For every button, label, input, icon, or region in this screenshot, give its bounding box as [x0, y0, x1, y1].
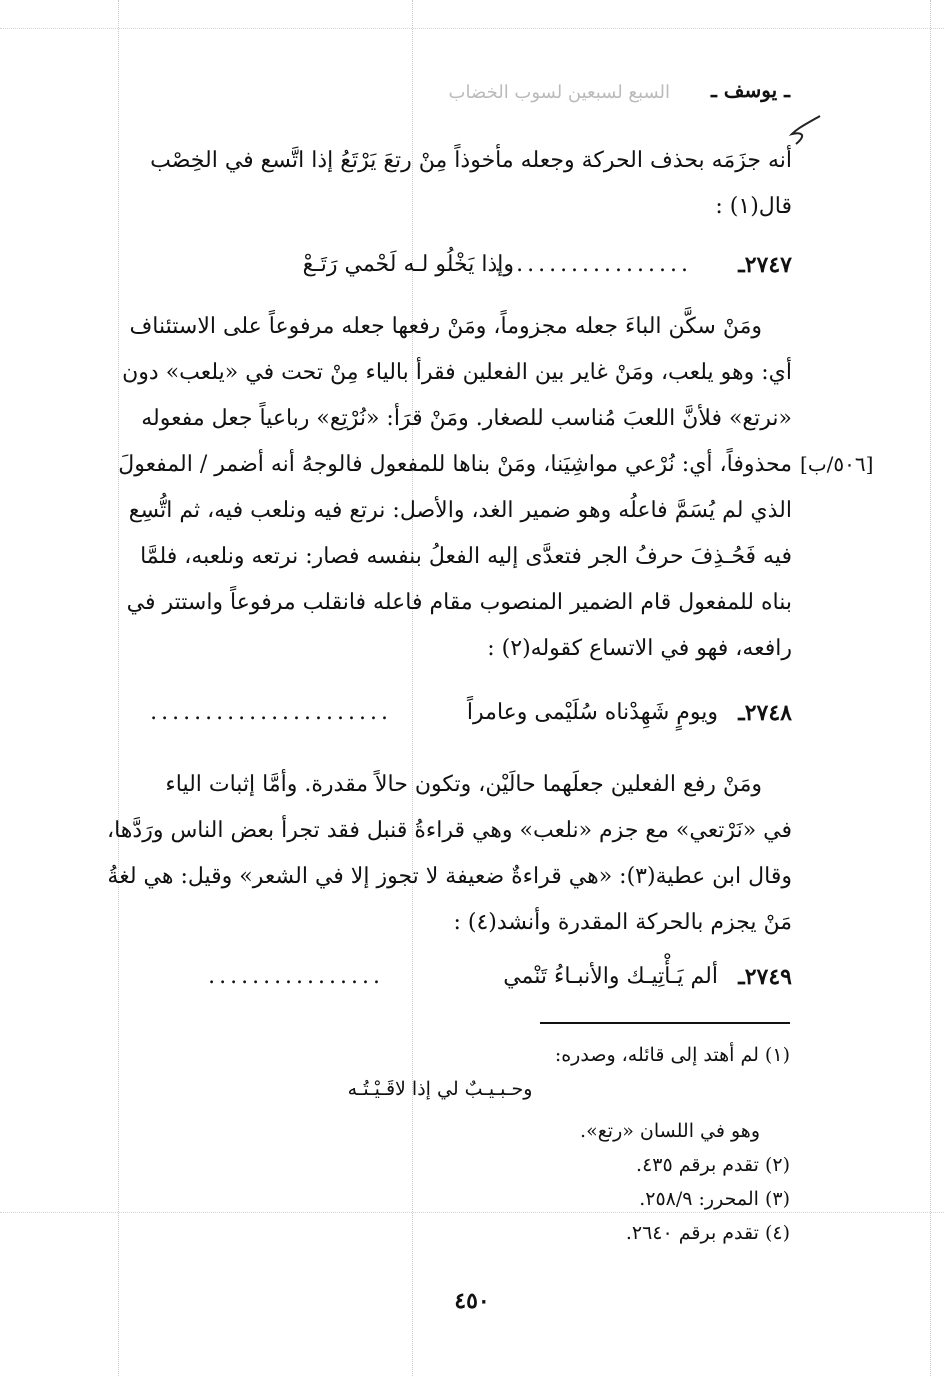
text-line: قال(١) :	[715, 194, 792, 219]
running-header	[100, 78, 790, 118]
verse-2749	[92, 956, 792, 1002]
page-number: ٤٥٠	[454, 1288, 490, 1314]
text-line: مَنْ يجزم بالحركة المقدرة وأنشد(٤) :	[453, 910, 792, 935]
verse-dots: ..................	[494, 252, 692, 277]
footnote-1-source: وهو في اللسان «رتع».	[580, 1120, 760, 1142]
footnote-separator	[540, 1022, 790, 1024]
header-title: ـ يوسف ـ	[710, 78, 790, 102]
verse-dots: ................	[208, 964, 384, 989]
scan-guide-line	[930, 0, 931, 1376]
footnote-4: (٤) تقدم برقم ٢٦٤٠.	[625, 1222, 790, 1244]
paragraph-2	[92, 762, 792, 946]
scan-guide-line	[0, 28, 944, 29]
footnote-1: (١) لم أهتد إلى قائله، وصدره:	[554, 1044, 790, 1066]
verse-hemistich: ويومٍ شَهِدْناه سُلَيْمى وعامراً	[466, 700, 718, 725]
text-line: «نرتع» فلأنَّ اللعبَ مُناسب للصغار. ومَنْ قرَأ: «نُرْتِع» رباعياً جعل مفعوله	[141, 406, 792, 431]
text-line: أي: وهو يلعب، ومَنْ غاير بين الفعلين فقرأ بالياء مِنْ تحت في «يلعب» دون	[122, 360, 792, 385]
verse-2747	[92, 244, 792, 290]
text-line: رافعه، فهو في الاتساع كقوله(٢) :	[487, 636, 792, 661]
text-line: أنه جزَمَه بحذف الحركة وجعله مأخوذاً مِنْ رتعَ يَرْتَعُ إذا اتَّسع في الخِصْب	[150, 148, 792, 173]
verse-hemistich: ألم يَـأْتِيـك والأنبـاءُ تَنْمي	[503, 964, 718, 989]
text-line: وقال ابن عطية(٣): «هي قراءةٌ ضعيفة لا تجوز إلا في الشعر» وقيل: هي لغةُ	[107, 864, 792, 889]
opening-lines	[92, 138, 792, 230]
footnote-2: (٢) تقدم برقم ٤٣٥.	[636, 1154, 790, 1176]
verse-number: ٢٧٤٧ـ	[738, 252, 792, 278]
text-line: ومَنْ رفع الفعلين جعلَهما حالَيْن، وتكون حالاً مقدرة. وأمَّا إثبات الياء	[165, 772, 762, 797]
text-line: بناه للمفعول قام الضمير المنصوب مقام فاعله فانقلب مرفوعاً واستتر في	[126, 590, 792, 615]
text-line: ومَنْ سكَّن الباءَ جعله مجزوماً، ومَنْ رفعها جعله مرفوعاً على الاستئناف	[129, 314, 762, 339]
verse-number: ٢٧٤٩ـ	[738, 964, 792, 990]
verse-hemistich: وإذا يَخْلُو لـه لَحْمي رَتَـعْ	[302, 252, 514, 277]
margin-folio-note: [٥٠٦/ب]	[800, 452, 874, 476]
text-line: الذي لم يُسَمَّ فاعلُه وهو ضمير الغد، والأصل: نرتع فيه ونلعب فيه، ثم اتُّسِع	[128, 498, 792, 523]
verse-number: ٢٧٤٨ـ	[738, 700, 792, 726]
text-line: محذوفاً، أي: نُرْعي مواشِيَنا، ومَنْ بناها للمفعول فالوجهُ أنه أضمر / المفعولَ	[118, 452, 792, 477]
text-line: في «نَرْتعي» مع جزم «نلعب» وهي قراءةُ قنبل فقد تجرأ بعض الناس ورَدَّها،	[107, 818, 792, 843]
footnote-3: (٣) المحرر: ٢٥٨/٩.	[639, 1188, 790, 1210]
pen-mark-icon	[786, 110, 826, 150]
text-line: فيه فَحُـذِفَ حرفُ الجر فتعدَّى إليه الفعلُ بنفسه فصار: نرتعه ونلعبه، فلمَّا	[140, 544, 792, 569]
footnote-1-verse: وحـبـيـبٌ لي إذا لاقَـيْـتُـه	[347, 1078, 533, 1100]
header-faint-handwriting: السبع لسبعين لسوب الخضاب	[448, 82, 670, 103]
verse-dots: ......................	[150, 700, 392, 725]
paragraph-1	[92, 304, 792, 672]
verse-2748	[92, 692, 792, 738]
